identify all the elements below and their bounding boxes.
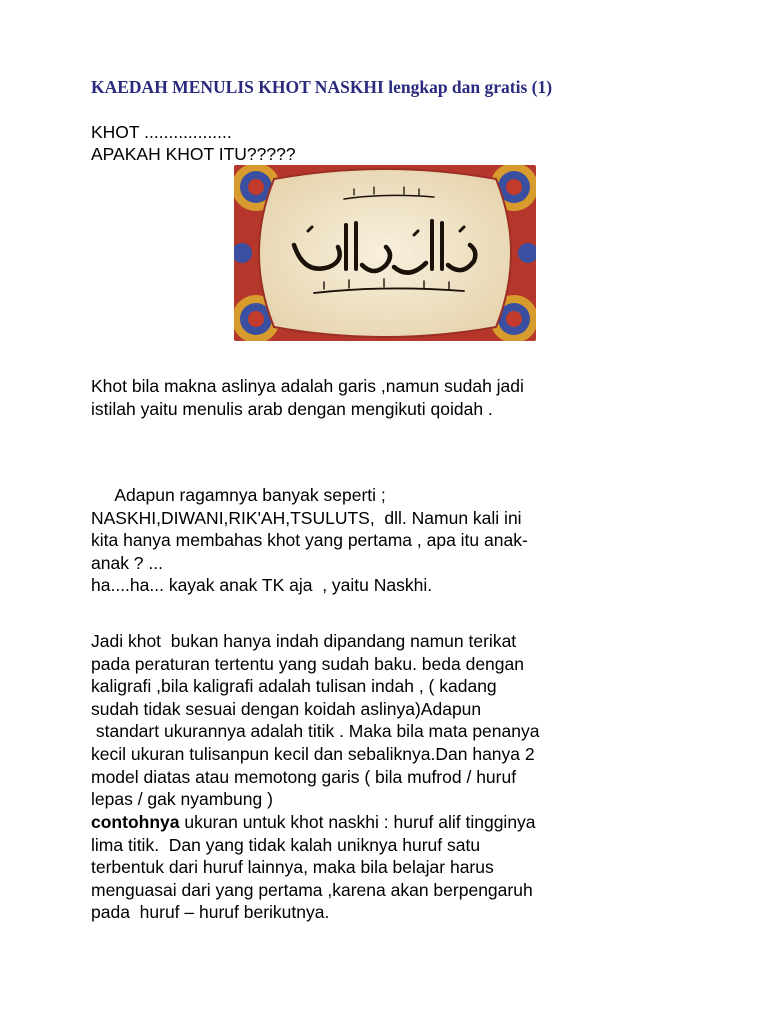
text-line: Adapun ragamnya banyak seperti ; [91, 485, 386, 505]
text-line: lepas / gak nyambung ) [91, 789, 273, 810]
example-label: contohnya [91, 812, 180, 832]
text-line: istilah yaitu menulis arab dengan mengikuti qoidah . [91, 398, 493, 419]
text-line: pada peraturan tertentu yang sudah baku. beda dengan [91, 653, 524, 674]
text-line: kaligrafi ,bila kaligrafi adalah tulisan indah , ( kadang [91, 676, 497, 697]
text-line: terbentuk dari huruf lainnya, maka bila belajar harus [91, 857, 494, 878]
document-title: KAEDAH MENULIS KHOT NASKHI lengkap dan gratis (1) [91, 77, 553, 97]
text-line: kita hanya membahas khot yang pertama , apa itu anak- [91, 530, 528, 551]
text-line: model diatas atau memotong garis ( bila mufrod / huruf [91, 766, 517, 787]
heading-question: APAKAH KHOT ITU????? [91, 144, 296, 164]
arabic-calligraphy-image [234, 165, 536, 341]
text-line: sudah tidak sesuai dengan koidah aslinya)Adapun [91, 698, 482, 719]
text-line: kecil ukuran tulisanpun kecil dan sebaliknya.Dan hanya 2 [91, 743, 535, 764]
heading-khot: KHOT .................. [91, 122, 232, 142]
text-line [91, 811, 681, 834]
text-line: anak ? ... [91, 552, 163, 573]
text-line: menguasai dari yang pertama ,karena akan berpengaruh [91, 879, 533, 900]
text-line: pada huruf – huruf berikutnya. [91, 902, 330, 923]
text-line: ha....ha... kayak anak TK aja , yaitu Naskhi. [91, 575, 433, 596]
text-line: NASKHI,DIWANI,RIK'AH,TSULUTS, dll. Namun kali ini [91, 507, 522, 528]
text-line: Khot bila makna aslinya adalah garis ,namun sudah jadi [91, 376, 524, 396]
example-first-line: ukuran untuk khot naskhi : huruf alif tingginya [179, 812, 536, 832]
paragraph-example [91, 811, 681, 924]
paragraph-explanation [91, 630, 681, 811]
text-line: Jadi khot bukan hanya indah dipandang namun terikat [91, 631, 517, 651]
paragraph-definition [91, 375, 681, 420]
paragraph-types [91, 484, 681, 597]
text-line: standart ukurannya adalah titik . Maka bila mata penanya [91, 721, 540, 742]
text-line: lima titik. Dan yang tidak kalah uniknya huruf satu [91, 834, 481, 855]
